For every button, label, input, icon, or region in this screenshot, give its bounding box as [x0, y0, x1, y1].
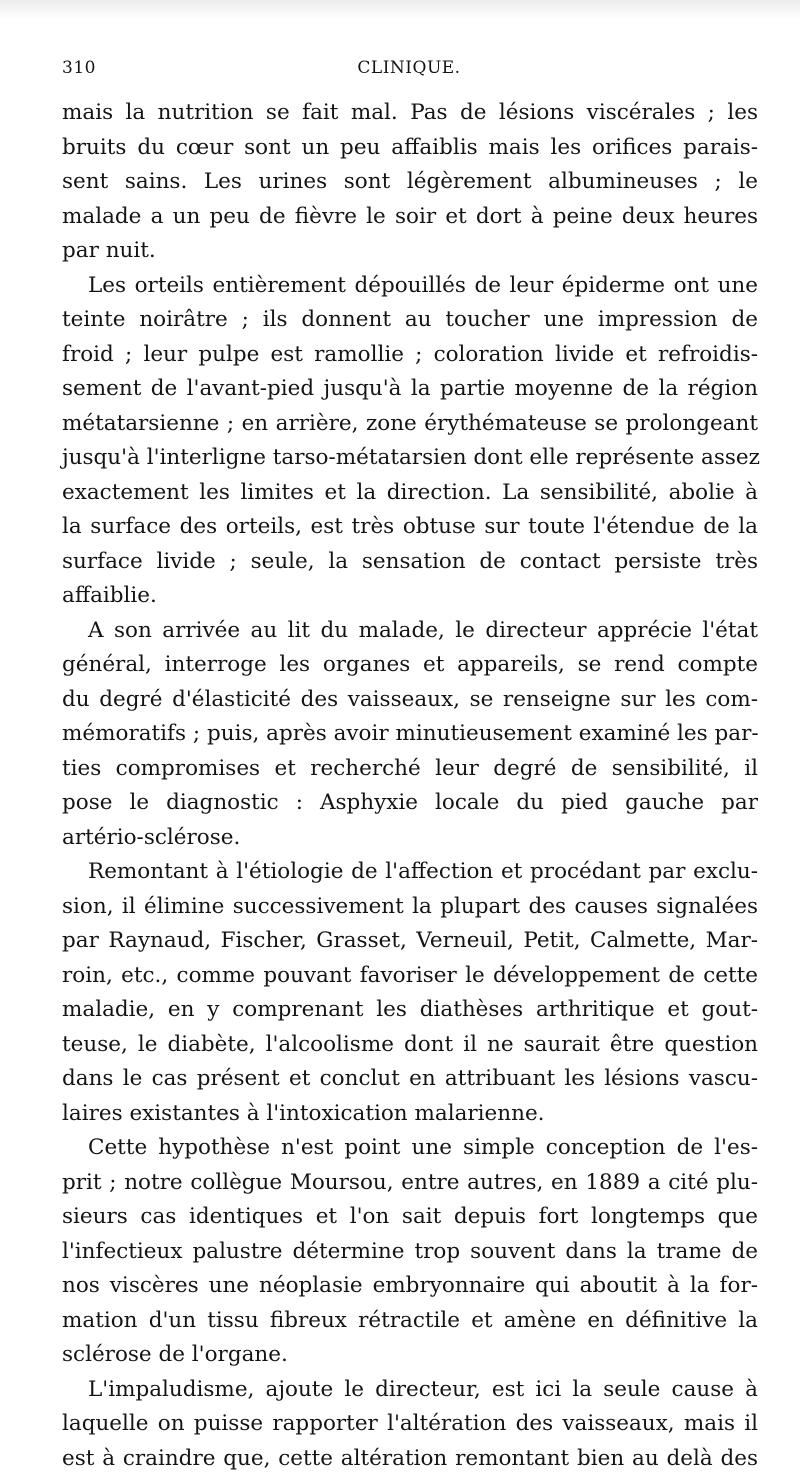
text-line: froid ; leur pulpe est ramollie ; coloration livide et refroidis-: [62, 338, 758, 373]
page-number: 310: [62, 58, 96, 78]
text-line: affaiblie.: [62, 579, 758, 614]
text-line: surface livide ; seule, la sensation de contact persiste très: [62, 545, 758, 580]
text-line: dans le cas présent et conclut en attribuant les lésions vascu-: [62, 1062, 758, 1097]
text-line: laires existantes à l'intoxication malarienne.: [62, 1097, 758, 1132]
text-line: Cette hypothèse n'est point une simple conception de l'es-: [62, 1131, 758, 1166]
text-line: la surface des orteils, est très obtuse sur toute l'étendue de la: [62, 510, 758, 545]
text-line: est à craindre que, cette altération remontant bien au delà des: [62, 1442, 758, 1476]
text-line: Les orteils entièrement dépouillés de leur épiderme ont une: [62, 269, 758, 304]
text-line: mais la nutrition se fait mal. Pas de lésions viscérales ; les: [62, 96, 758, 131]
text-line: mation d'un tissu fibreux rétractile et amène en définitive la: [62, 1304, 758, 1339]
text-line: laquelle on puisse rapporter l'altération des vaisseaux, mais il: [62, 1407, 758, 1442]
text-line: L'impaludisme, ajoute le directeur, est ici la seule cause à: [62, 1373, 758, 1408]
text-line: prit ; notre collègue Moursou, entre autres, en 1889 a cité plu-: [62, 1166, 758, 1201]
text-line: nos viscères une néoplasie embryonnaire qui aboutit à la for-: [62, 1269, 758, 1304]
text-line: maladie, en y comprenant les diathèses arthritique et gout-: [62, 993, 758, 1028]
text-line: l'infectieux palustre détermine trop souvent dans la trame de: [62, 1235, 758, 1270]
text-line: exactement les limites et la direction. La sensibilité, abolie à: [62, 476, 758, 511]
body-text: [62, 96, 758, 1476]
text-line: Remontant à l'étiologie de l'affection et procédant par exclu-: [62, 855, 758, 890]
text-line: par Raynaud, Fischer, Grasset, Verneuil, Petit, Calmette, Mar-: [62, 924, 758, 959]
text-line: teuse, le diabète, l'alcoolisme dont il ne saurait être question: [62, 1028, 758, 1063]
text-line: sent sains. Les urines sont légèrement albumineuses ; le: [62, 165, 758, 200]
text-line: teinte noirâtre ; ils donnent au toucher une impression de: [62, 303, 758, 338]
text-line: général, interroge les organes et appareils, se rend compte: [62, 648, 758, 683]
text-line: A son arrivée au lit du malade, le directeur apprécie l'état: [62, 614, 758, 649]
text-line: sieurs cas identiques et l'on sait depuis fort longtemps que: [62, 1200, 758, 1235]
text-line: ties compromises et recherché leur degré de sensibilité, il: [62, 752, 758, 787]
text-line: sion, il élimine successivement la plupart des causes signalées: [62, 890, 758, 925]
text-line: roin, etc., comme pouvant favoriser le développement de cette: [62, 959, 758, 994]
text-line: malade a un peu de fièvre le soir et dort à peine deux heures: [62, 200, 758, 235]
page-header: [62, 58, 756, 86]
text-line: mémoratifs ; puis, après avoir minutieusement examiné les par-: [62, 717, 758, 752]
running-head: CLINIQUE.: [62, 58, 756, 78]
text-line: jusqu'à l'interligne tarso-métatarsien dont elle représente assez: [62, 441, 758, 476]
text-line: par nuit.: [62, 234, 758, 269]
text-line: métatarsienne ; en arrière, zone érythémateuse se prolongeant: [62, 407, 758, 442]
text-line: pose le diagnostic : Asphyxie locale du pied gauche par: [62, 786, 758, 821]
text-line: du degré d'élasticité des vaisseaux, se renseigne sur les com-: [62, 683, 758, 718]
text-line: sement de l'avant-pied jusqu'à la partie moyenne de la région: [62, 372, 758, 407]
text-line: sclérose de l'organe.: [62, 1338, 758, 1373]
text-line: bruits du cœur sont un peu affaiblis mais les orifices parais-: [62, 131, 758, 166]
text-line: artério-sclérose.: [62, 821, 758, 856]
